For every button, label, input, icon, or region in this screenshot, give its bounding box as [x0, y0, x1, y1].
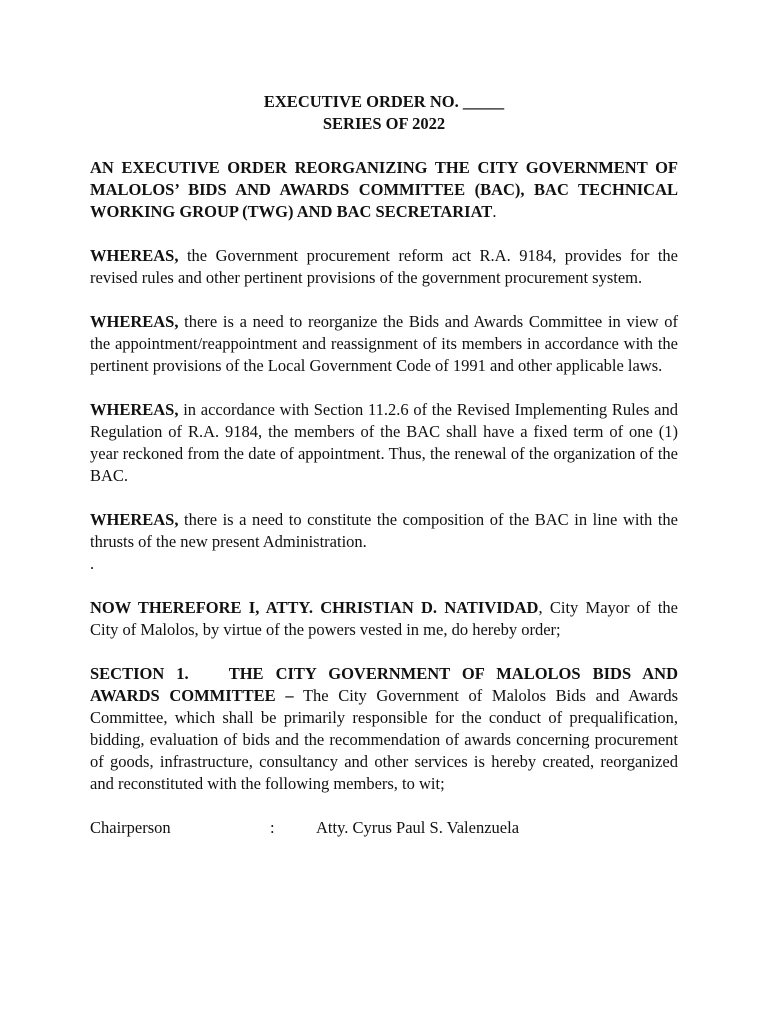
title-text: AN EXECUTIVE ORDER REORGANIZING THE CITY GOVERNMENT OF MALOLOS’ BIDS AND AWARDS COMMITTEE (BAC), BAC TECHNICAL WORKING GROUP (TWG) AND BAC SECRETARIAT — [90, 158, 678, 221]
document-body — [90, 91, 678, 839]
whereas-lead: WHEREAS, — [90, 400, 179, 419]
member-colon: : — [270, 818, 275, 837]
section-label: SECTION 1. — [90, 664, 189, 683]
whereas-lead: WHEREAS, — [90, 510, 179, 529]
whereas-text: there is a need to constitute the composition of the BAC in line with the thrusts of the new present Administration. — [90, 510, 678, 551]
whereas-clause-4 — [90, 509, 678, 553]
now-therefore-text: , City Mayor of the City of Malolos, by virtue of the powers vested in me, do hereby order; — [90, 598, 678, 639]
series-line: SERIES OF 2022 — [322, 114, 446, 133]
now-therefore-lead: NOW THEREFORE I, ATTY. CHRISTIAN D. NATIVIDAD — [90, 598, 539, 617]
section-1 — [90, 663, 678, 795]
whereas-clause-2 — [90, 311, 678, 377]
whereas-text: in accordance with Section 11.2.6 of the Revised Implementing Rules and Regulation of R.A. 9184, the members of the BAC shall have a fixed term of one (1) year reckoned from the date of appointment. Thus, the renewal of the organization of the BAC. — [90, 400, 678, 485]
section-heading: THE CITY GOVERNMENT OF MALOLOS BIDS AND AWARDS COMMITTEE – — [90, 664, 678, 705]
whereas-text: the Government procurement reform act R.A. 9184, provides for the revised rules and other pertinent provisions of the government procurement system. — [90, 246, 678, 287]
whereas-lead: WHEREAS, — [90, 312, 179, 331]
whereas-lead: WHEREAS, — [90, 246, 179, 265]
now-therefore-clause — [90, 597, 678, 641]
document-title — [90, 157, 678, 223]
title-period: . — [492, 202, 497, 221]
whereas-clause-3 — [90, 399, 678, 487]
whereas-text: there is a need to reorganize the Bids and Awards Committee in view of the appointment/reappointment and reassignment of its members in accordance with the pertinent provisions of the Local Government Code of 1991 and other applicable laws. — [90, 312, 678, 375]
member-row — [90, 817, 678, 839]
stray-dot: . — [90, 554, 95, 573]
whereas-clause-1 — [90, 245, 678, 289]
section-text: The City Government of Malolos Bids and Awards Committee, which shall be primarily responsible for the conduct of prequalification, bidding, evaluation of bids and the recommendation of awards concerning procurement of goods, infrastructure, consultancy and other services is hereby created, reorganized and reconstituted with the following members, to wit; — [90, 686, 678, 793]
member-name: Atty. Cyrus Paul S. Valenzuela — [316, 818, 520, 837]
order-number: EXECUTIVE ORDER NO. _____ — [263, 92, 505, 111]
member-role: Chairperson — [90, 818, 171, 837]
